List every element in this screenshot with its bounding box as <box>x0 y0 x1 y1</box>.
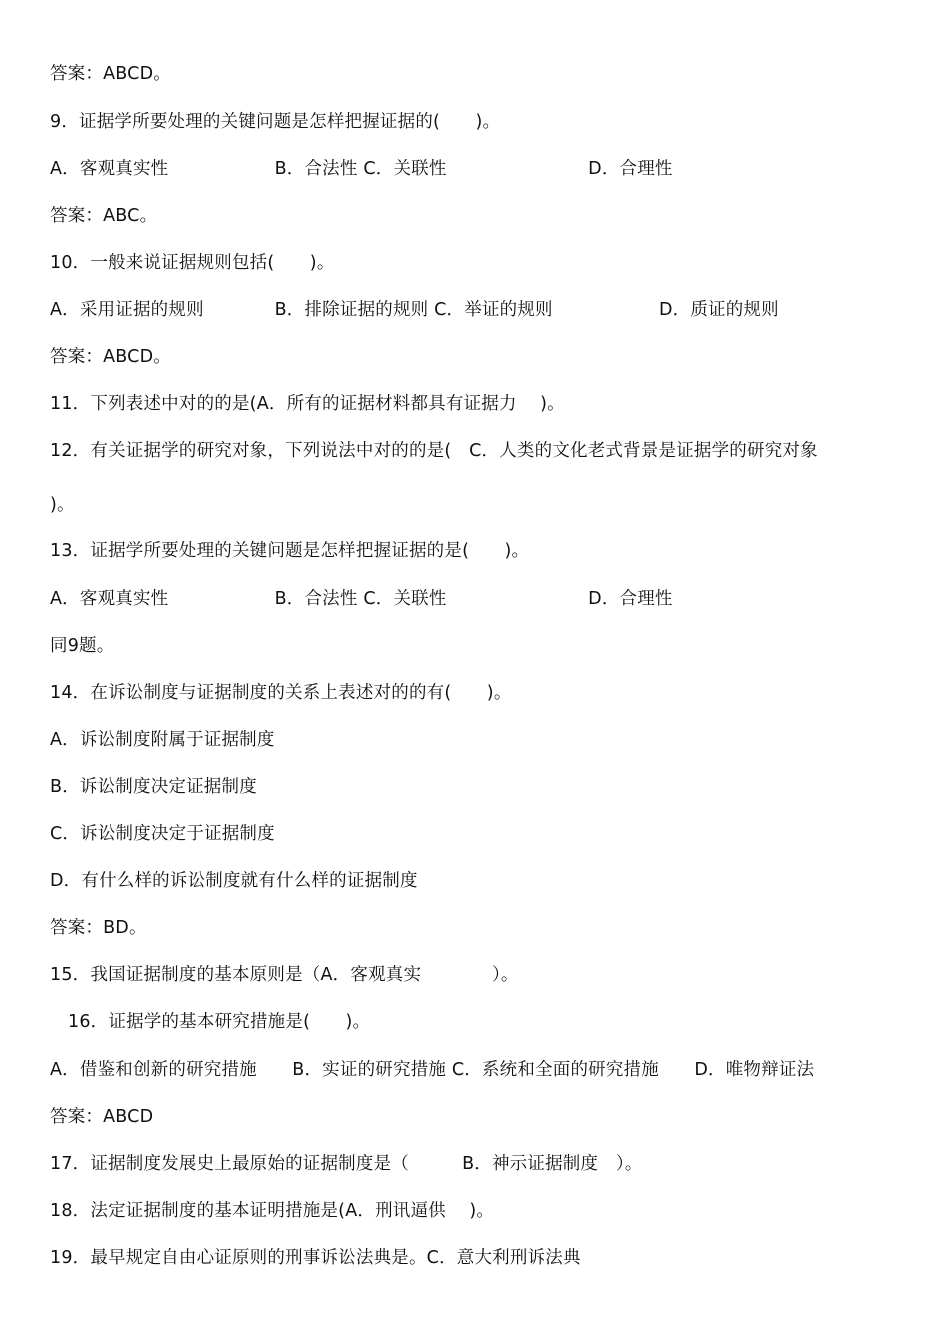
question-13: 13．证据学所要处理的关键问题是怎样把握证据的是( )。 <box>50 541 530 561</box>
answer-9: 答案：ABC。 <box>50 206 158 226</box>
option-14-b: B．诉讼制度决定证据制度 <box>50 777 257 797</box>
answer-10: 答案：ABCD。 <box>50 347 171 367</box>
question-17: 17．证据制度发展史上最原始的证据制度是（ B．神示证据制度 ）。 <box>50 1154 643 1174</box>
answer-line: 答案：ABCD。 <box>50 64 171 84</box>
answer-16: 答案：ABCD <box>50 1107 154 1127</box>
options-10: A．采用证据的规则 B．排除证据的规则 C．举证的规则 D．质证的规则 <box>50 300 779 320</box>
question-18: 18．法定证据制度的基本证明措施是(A．刑讯逼供 )。 <box>50 1201 495 1221</box>
question-14: 14．在诉讼制度与证据制度的关系上表述对的的有( )。 <box>50 683 512 703</box>
options-13: A．客观真实性 B．合法性 C．关联性 D．合理性 <box>50 589 673 609</box>
question-11: 11．下列表述中对的的是(A．所有的证据材料都具有证据力 )。 <box>50 394 565 414</box>
question-10: 10．一般来说证据规则包括( )。 <box>50 253 335 273</box>
option-14-d: D．有什么样的诉讼制度就有什么样的证据制度 <box>50 871 418 891</box>
question-9: 9．证据学所要处理的关键问题是怎样把握证据的( )。 <box>50 112 501 132</box>
question-12: 12．有关证据学的研究对象，下列说法中对的的是( C．人类的文化老式背景是证据学的研究对象 <box>50 441 818 461</box>
question-16: 16．证据学的基本研究措施是( )。 <box>68 1012 371 1032</box>
question-15: 15．我国证据制度的基本原则是（A．客观真实 ）。 <box>50 965 519 985</box>
option-14-a: A．诉讼制度附属于证据制度 <box>50 730 275 750</box>
question-12-cont: )。 <box>50 495 75 515</box>
options-9: A．客观真实性 B．合法性 C．关联性 D．合理性 <box>50 159 673 179</box>
answer-14: 答案：BD。 <box>50 918 147 938</box>
option-14-c: C．诉讼制度决定于证据制度 <box>50 824 275 844</box>
question-19: 19．最早规定自由心证原则的刑事诉讼法典是。C．意大利刑诉法典 <box>50 1248 581 1268</box>
answer-13: 同9题。 <box>50 636 115 656</box>
options-16: A．借鉴和创新的研究措施 B．实证的研究措施 C．系统和全面的研究措施 D．唯物辩证法 <box>50 1060 815 1080</box>
